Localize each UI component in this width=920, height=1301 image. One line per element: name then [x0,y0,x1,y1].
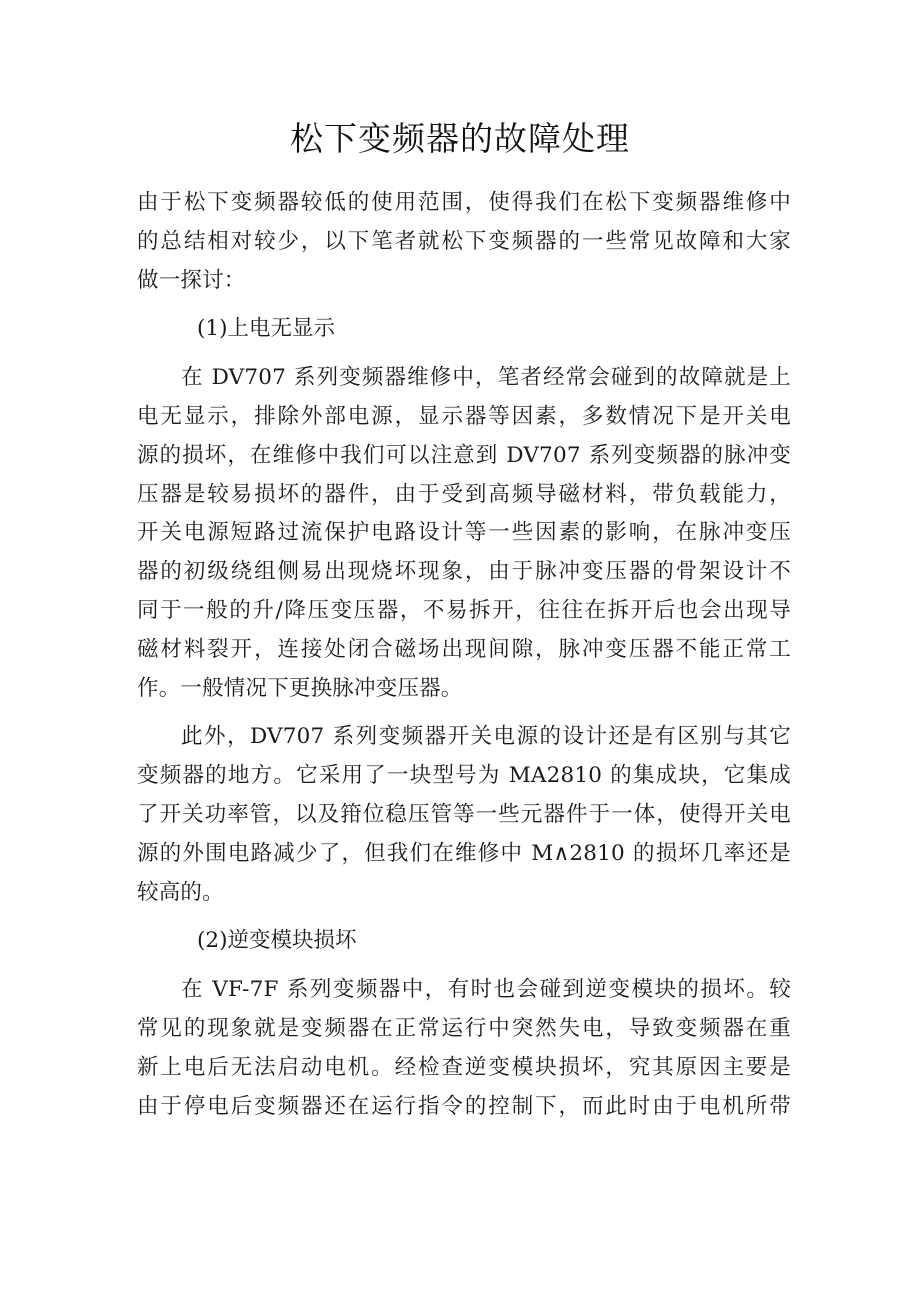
paragraph-line: 在 DV707 系列变频器维修中，笔者经常会碰到的故障就是上 [181,365,791,391]
paragraph-line: 在 VF-7F 系列变频器中，有时也会碰到逆变模块的损坏。较 [181,977,791,1003]
document-body [137,184,791,1126]
paragraph-line: 开关电源短路过流保护电路设计等一些因素的影响，在脉冲变压 [137,520,791,546]
paragraph-line: 源的外围电路减少了，但我们在维修中 M∧2810 的损坏几率还是 [137,840,791,866]
section-heading-1: (1)上电无显示 [197,316,335,342]
intro-paragraph [137,184,791,300]
paragraph-line: 由于停电后变频器还在运行指令的控制下，而此时由于电机所带 [137,1093,791,1119]
paragraph-line: 压器是较易损坏的器件，由于受到高频导磁材料，带负载能力， [137,481,791,507]
paragraph-line: 较高的。 [137,879,224,905]
paragraph-line: 电无显示，排除外部电源，显示器等因素，多数情况下是开关电 [137,403,791,429]
paragraph-line: 新上电后无法启动电机。经检查逆变模块损坏，究其原因主要是 [137,1054,791,1080]
section-heading-2: (2)逆变模块损坏 [197,928,357,954]
intro-line: 由于松下变频器较低的使用范围，使得我们在松下变频器维修中 [137,190,791,215]
paragraph-line: 磁材料裂开，连接处闭合磁场出现间隙，脉冲变压器不能正常工 [137,636,791,662]
intro-line: 的总结相对较少，以下笔者就松下变频器的一些常见故障和大家 [137,228,791,254]
paragraph-line: 了开关功率管，以及箝位稳压管等一些元器件于一体，使得开关电 [137,801,791,827]
document-title: 松下变频器的故障处理 [290,119,630,158]
section2-paragraph-1 [137,971,791,1126]
intro-line: 做一探讨： [137,267,246,293]
paragraph-line: 常见的现象就是变频器在正常运行中突然失电，导致变频器在重 [137,1015,791,1041]
paragraph-line: 器的初级绕组侧易出现烧坏现象，由于脉冲变压器的骨架设计不 [137,559,791,585]
section1-paragraph-1 [137,359,791,708]
paragraph-line: 此外，DV707 系列变频器开关电源的设计还是有区别与其它 [181,724,791,750]
paragraph-line: 同于一般的升/降压变压器，不易拆开，往往在拆开后也会出现导 [137,597,791,623]
paragraph-line: 变频器的地方。它采用了一块型号为 MA2810 的集成块，它集成 [137,763,791,789]
section1-paragraph-2 [137,718,791,912]
paragraph-line: 作。一般情况下更换脉冲变压器。 [137,675,463,701]
paragraph-line: 源的损坏，在维修中我们可以注意到 DV707 系列变频器的脉冲变 [137,442,791,468]
